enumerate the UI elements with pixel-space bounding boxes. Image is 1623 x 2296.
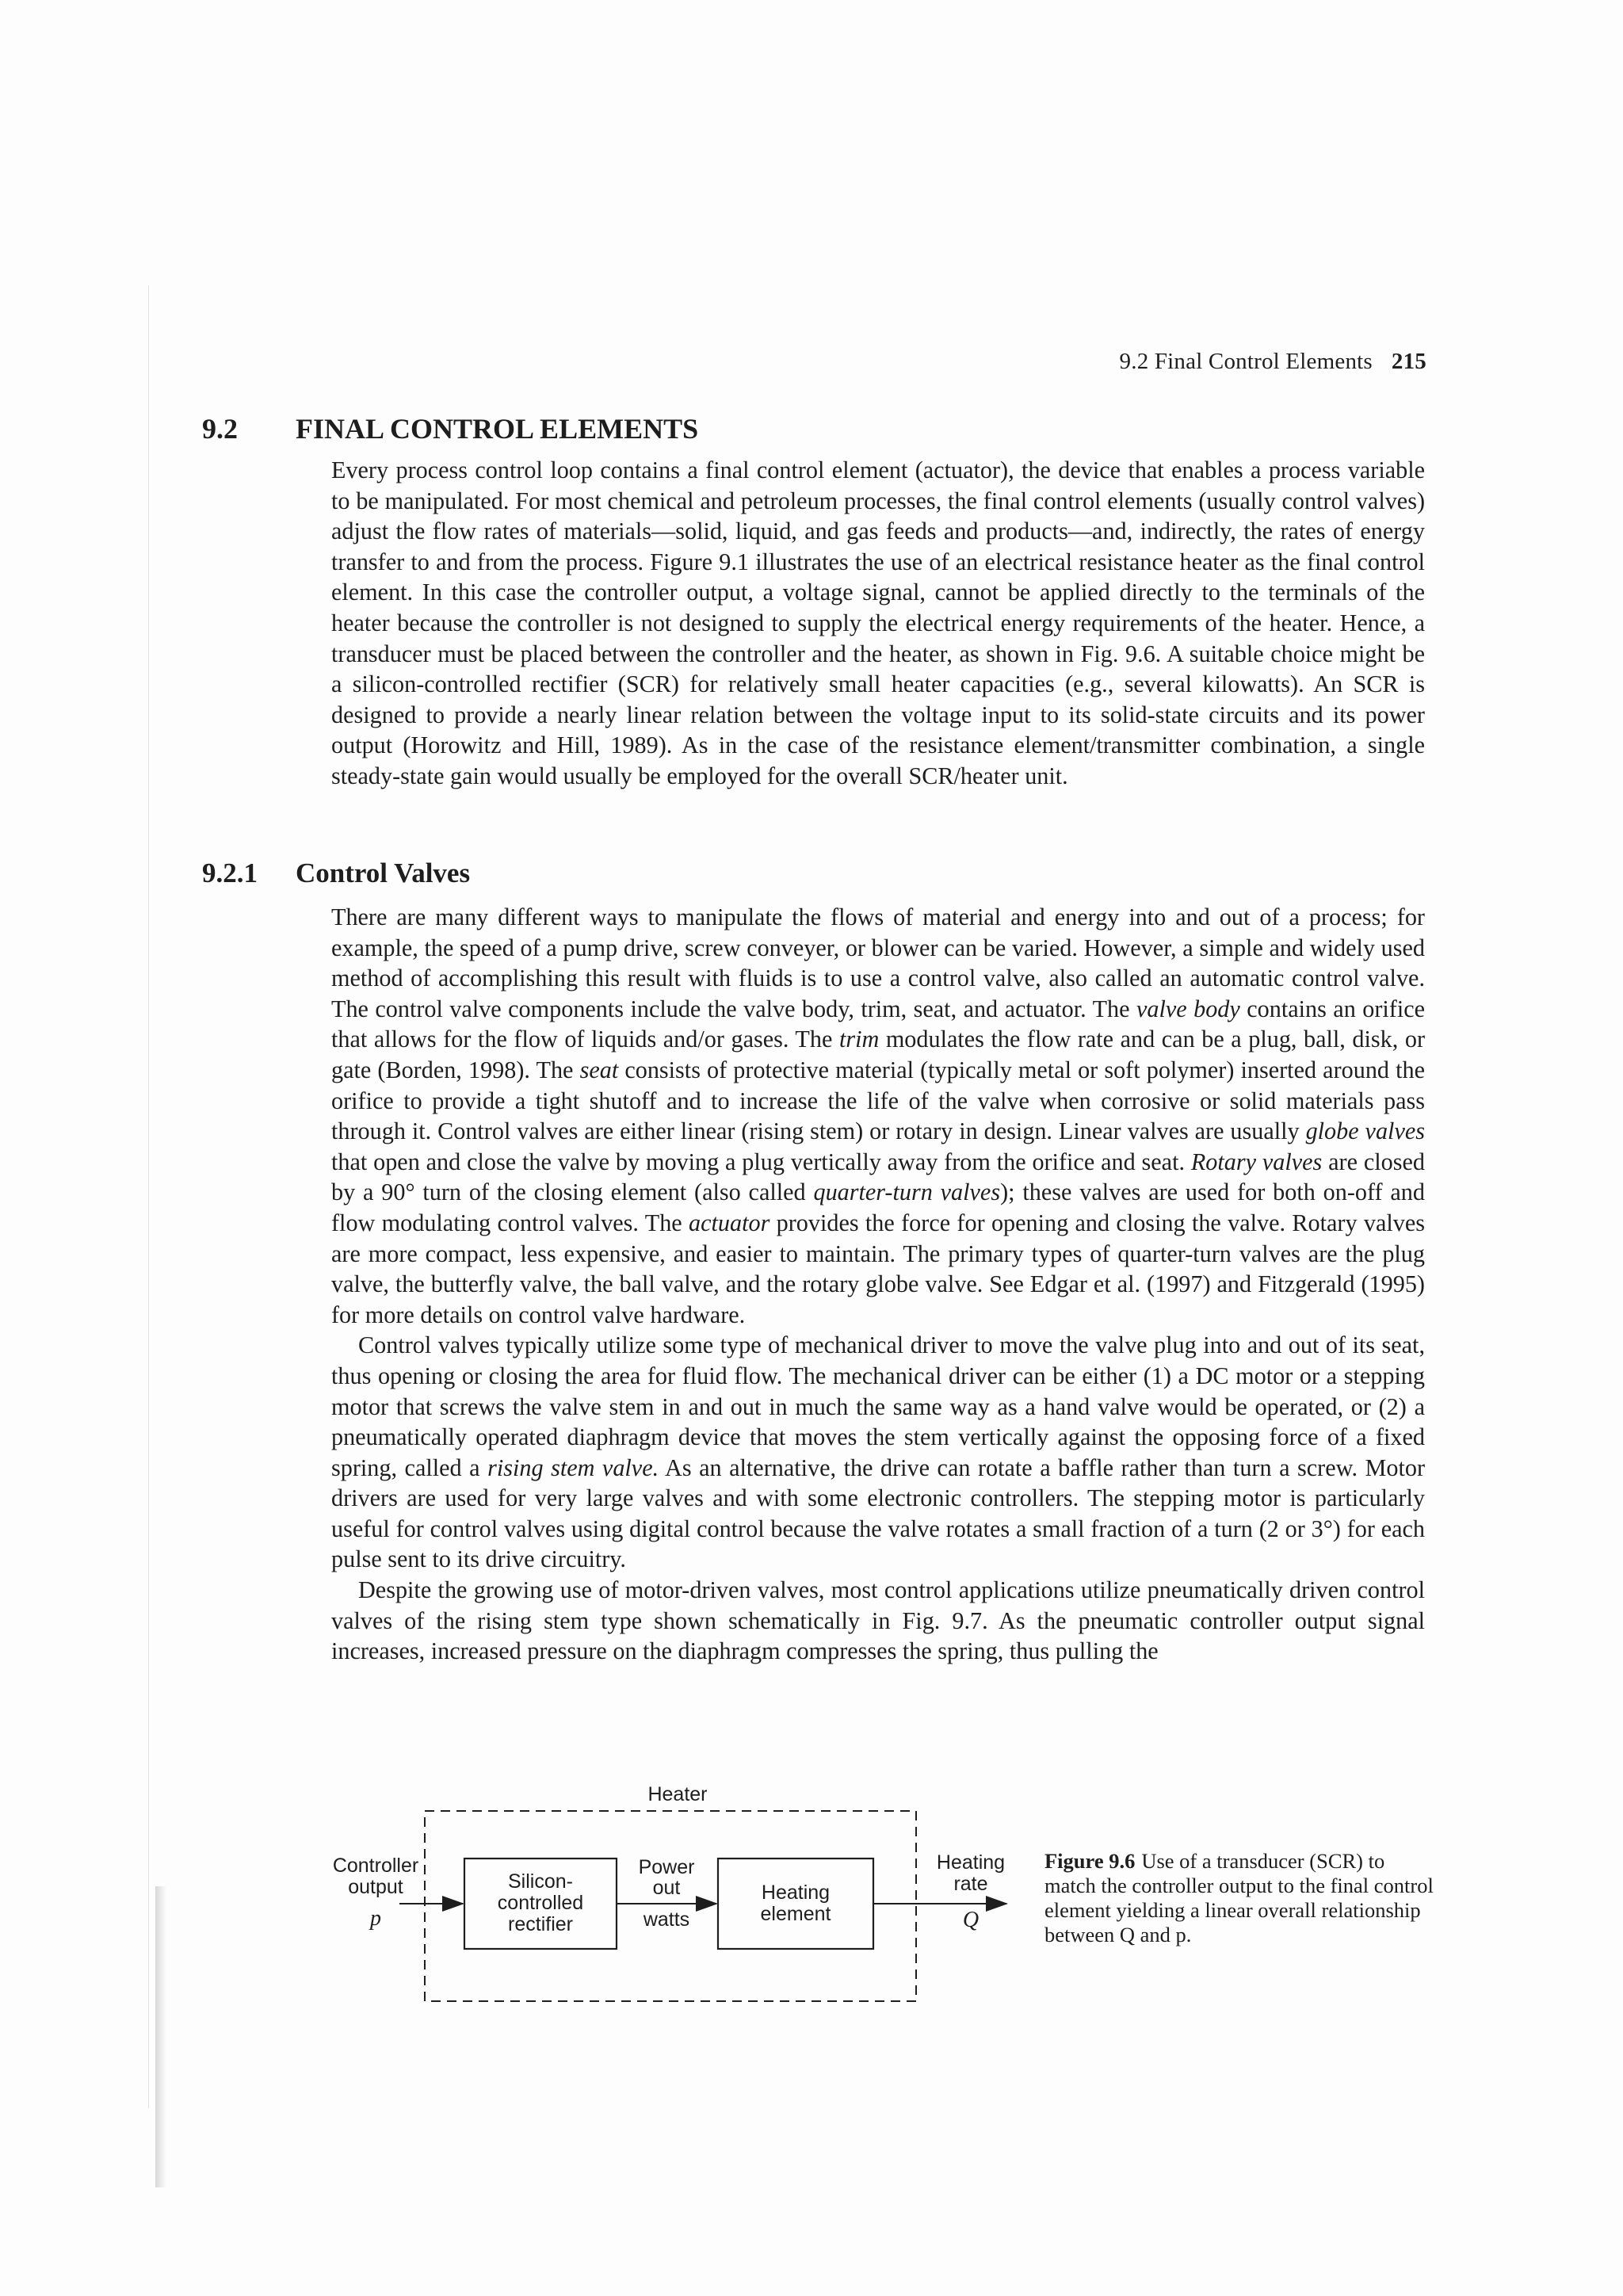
p1-text-h: provides the force for opening and closing the valve. Rotary valves are more compact, less expensive, and easier to maintain. The primary types of quarter-turn valves are the plug valve, the butterfly valve, the ball valve, and the rotary globe valve. See Edgar et al. (1997) and Fitzgerald (1995) for more details on control valve hardware. — [331, 1209, 1425, 1328]
term-valve-body: valve body — [1136, 995, 1240, 1022]
term-actuator: actuator — [689, 1209, 770, 1236]
heating-rate-label-1: Heating — [936, 1851, 1006, 1874]
scr-line-3: rectifier — [508, 1913, 573, 1935]
heating-rate-label-2: rate — [953, 1873, 988, 1895]
p2-text-a: Control valves typically utilize some type of mechanical driver to move the valve plug into and out of its seat, thus opening or closing the area for fluid flow. The mechanical driver can be either (1) a DC motor or a stepping motor that screws the valve stem in and out in much the same way as a hand valve would be operated, or (2) a pneumatically operated diaphragm device that moves the stem vertically against the opposing force of a fixed spring, called a — [331, 1331, 1425, 1481]
control-valves-paragraph-3: Despite the growing use of motor-driven valves, most control applications utilize pneumatically driven control valves of the rising stem type shown schematically in Fig. 9.7. As the pneumatic controller output signal increases, increased pressure on the diaphragm compresses the spring, thus pulling the — [331, 1576, 1425, 1665]
running-head-text: 9.2 Final Control Elements — [1119, 349, 1373, 374]
page-number: 215 — [1391, 349, 1426, 374]
heating-element-line-2: element — [760, 1903, 831, 1925]
control-valves-paragraph-1 — [331, 902, 1425, 1330]
p1-text-a: There are many different ways to manipulate the flows of material and energy into and out of a process; for example, the speed of a pump drive, screw conveyer, or blower can be varied. However, a simple and widely used method of accomplishing this result with fluids is to use a control valve, also called an automatic control valve. The control valve components include the valve body, trim, seat, and actuator. The — [331, 904, 1425, 1022]
figure-caption — [1044, 1849, 1441, 1947]
section-body — [331, 455, 1425, 792]
control-valves-paragraph-2 — [331, 1330, 1425, 1575]
section-number: 9.2 — [202, 413, 238, 445]
caption-number: Figure 9.6 — [1044, 1849, 1136, 1873]
p2-text-b: As an alternative, the drive can rotate a baffle rather than turn a screw. Motor drivers are used for very large valves and with some electronic controllers. The stepping motor is particularly useful for control valves using digital control because the valve rotates a small fraction of a turn (2 or 3°) for each pulse sent to its drive circuitry. — [331, 1454, 1426, 1573]
p1-text-b: contains an orifice that allows for the flow of liquids and/or gases. The — [331, 995, 1426, 1053]
scr-line-1: Silicon- — [508, 1870, 573, 1893]
output-variable-q: Q — [962, 1908, 980, 1932]
controller-output-label: output — [348, 1876, 403, 1898]
page-edge-line — [148, 285, 149, 2108]
term-quarter-turn-valves: quarter-turn valves — [813, 1179, 1001, 1206]
heating-element-line-1: Heating — [761, 1881, 831, 1904]
subsection-title: Control Valves — [296, 858, 471, 888]
term-rising-stem-valve: rising stem valve. — [487, 1454, 659, 1481]
power-label: Power — [638, 1856, 695, 1878]
term-globe-valves: globe valves — [1305, 1117, 1425, 1145]
scr-line-2: controlled — [497, 1892, 584, 1914]
subsection-heading — [202, 858, 470, 889]
term-seat: seat — [579, 1056, 619, 1083]
p1-text-c: modulates the flow rate and can be a plug, ball, disk, or gate (Borden, 1998). The — [331, 1026, 1425, 1083]
subsection-body — [331, 902, 1425, 1667]
running-head — [1120, 349, 1426, 375]
term-rotary-valves: Rotary valves — [1190, 1148, 1323, 1175]
p1-text-d: consists of protective material (typically metal or soft polymer) inserted around the orifice to provide a tight shutoff and to increase the life of the valve when corrosive or solid materials pass through it. Control valves are either linear (rising stem) or rotary in design. Linear valves are usually — [331, 1056, 1425, 1145]
term-trim: trim — [838, 1026, 880, 1053]
subsection-number: 9.2.1 — [202, 858, 258, 888]
caption-text: Use of a transducer (SCR) to match the controller output to the final control element yielding a linear overall relationship between Q and p. — [1044, 1849, 1434, 1946]
input-variable-p: p — [370, 1906, 381, 1931]
p1-text-f: are closed by a 90° turn of the closing element (also called — [331, 1148, 1425, 1206]
out-label: out — [652, 1877, 681, 1899]
binding-shadow — [155, 1886, 166, 2187]
p1-text-g: ); these valves are used for both on-off and flow modulating control valves. The — [331, 1179, 1425, 1236]
controller-label: Controller — [332, 1855, 419, 1877]
section-paragraph: Every process control loop contains a final control element (actuator), the device that enables a process variable to be manipulated. For most chemical and petroleum processes, the final control elements (usually control valves) adjust the flow rates of materials—solid, liquid, and gas feeds and products—and, indirectly, the rates of energy transfer to and from the process. Figure 9.1 illustrates the use of an electrical resistance heater as the final control element. In this case the controller output, a voltage signal, cannot be applied directly to the terminals of the heater because the controller is not designed to supply the electrical energy requirements of the heater. Hence, a transducer must be placed between the controller and the heater, as shown in Fig. 9.6. A suitable choice might be a silicon-controlled rectifier (SCR) for relatively small heater capacities (e.g., several kilowatts). An SCR is designed to provide a nearly linear relation between the voltage input to its solid-state circuits and its power output (Horowitz and Hill, 1989). As in the case of the resistance element/transmitter combination, a single steady-state gain would usually be employed for the overall SCR/heater unit. — [331, 457, 1425, 789]
watts-label: watts — [643, 1908, 690, 1931]
heater-label: Heater — [647, 1783, 708, 1805]
section-heading — [202, 412, 698, 445]
section-title: FINAL CONTROL ELEMENTS — [296, 413, 699, 445]
p1-text-e: that open and close the valve by moving a plug vertically away from the orifice and seat. — [331, 1148, 1191, 1175]
